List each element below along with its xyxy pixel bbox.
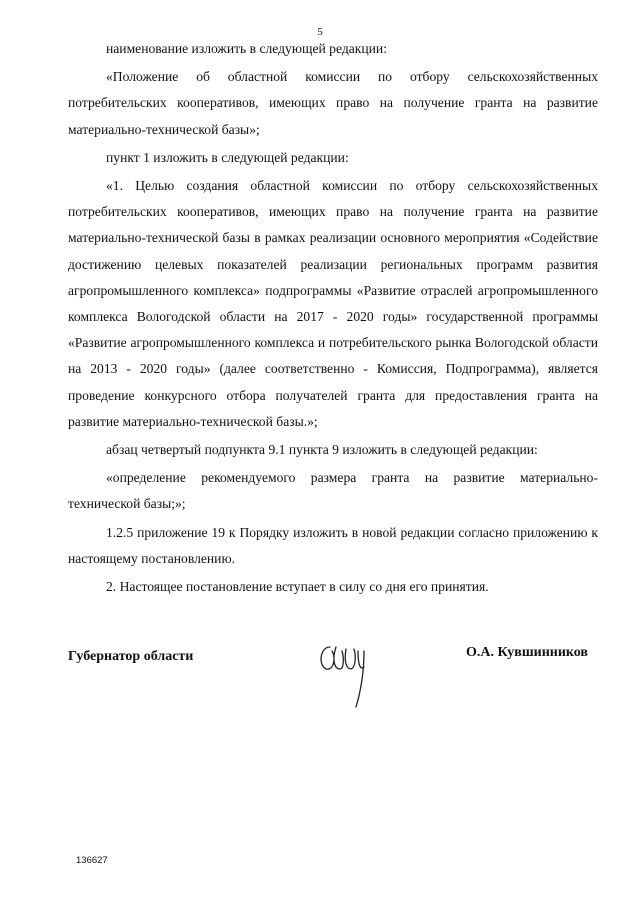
signer-name: О.А. Кувшинников bbox=[465, 645, 588, 660]
document-code: 136627 bbox=[76, 855, 108, 866]
paragraph: 2. Настоящее постановление вступает в силу со дня его принятия. bbox=[106, 579, 489, 595]
paragraph: абзац четвертый подпункта 9.1 пункта 9 изложить в следующей редакции: bbox=[106, 442, 538, 458]
signature-block bbox=[68, 645, 598, 725]
paragraph: «Положение об областной комиссии по отбору сельскохозяйственных потребительских кооперативов, имеющих право на получение гранта на развитие материально-технической базы»; bbox=[68, 69, 598, 137]
paragraph: «определение рекомендуемого размера гранта на развитие материально-технической базы;»; bbox=[68, 470, 598, 512]
page-number: 5 bbox=[317, 26, 323, 38]
paragraph: 1.2.5 приложение 19 к Порядку изложить в новой редакции согласно приложению к настоящему постановлению. bbox=[68, 524, 598, 566]
paragraph: «1. Целью создания областной комиссии по отбору сельскохозяйственных потребительских кооперативов, имеющих право на получение гранта на развитие материально-технической базы в рамках реализации основного мероприятия «Содействие достижению целевых показателей реализации региональных программ развития агропромышленного комплекса» подпрограммы «Развитие отраслей агропромышленного комплекса Вологодской области на 2017 - 2020 годы» государственной программы «Развитие агропромышленного комплекса и потребительского рынка Вологодской области на 2013 - 2020 годы» (далее соответственно - Комиссия, Подпрограмма), является проведение конкурсного отбора получателей гранта для предоставления гранта на развитие материально-технической базы.»; bbox=[68, 178, 598, 429]
paragraph: наименование изложить в следующей редакции: bbox=[106, 41, 387, 56]
paragraph: пункт 1 изложить в следующей редакции: bbox=[106, 149, 349, 165]
signer-position: Губернатор области bbox=[68, 649, 194, 664]
handwritten-signature bbox=[316, 637, 376, 717]
document-body bbox=[68, 36, 598, 600]
